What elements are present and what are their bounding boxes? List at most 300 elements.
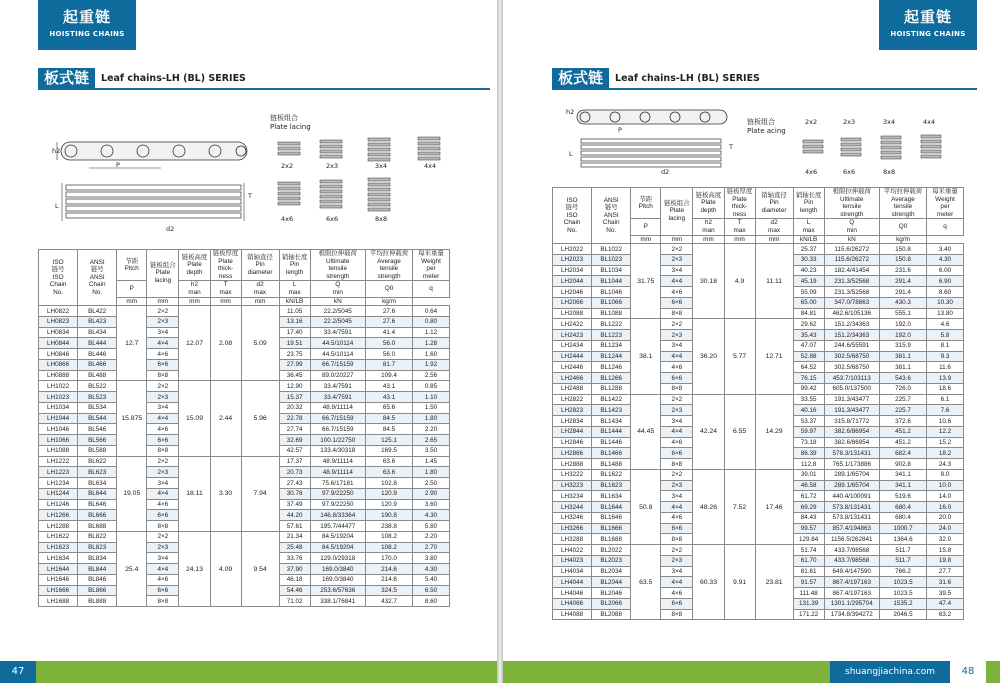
plate-lacing-value: 3×4 [661, 265, 693, 276]
weight-value: 0.64 [413, 306, 450, 317]
ultimate-strength-value: 382.6/86954 [824, 437, 879, 448]
iso-chain-no: LH1266 [39, 510, 78, 521]
average-strength-value: 381.1 [879, 351, 926, 362]
plate-lacing-value: 2×3 [147, 542, 179, 553]
header-depth: 链板高度 Plate depth [179, 250, 210, 281]
pin-length-value: 19.51 [279, 338, 310, 349]
ansi-chain-no: BL622 [78, 456, 117, 467]
ultimate-strength-value: 33.4/7591 [310, 381, 365, 392]
ansi-chain-no: BL1088 [592, 308, 631, 319]
weight-value: 4.30 [413, 510, 450, 521]
ultimate-strength-value: 244.6/55591 [824, 340, 879, 351]
section-title-en: Leaf chains-LH (BL) SERIES [101, 72, 246, 84]
header-ult: 极限拉伸载荷 Ultimate tensile strength [824, 188, 879, 219]
average-strength-value: 41.4 [365, 327, 412, 338]
ultimate-strength-value: 382.6/86954 [824, 426, 879, 437]
weight-value: 1.92 [413, 359, 450, 370]
ansi-chain-no: BL888 [78, 596, 117, 607]
chain-top-drawing [577, 137, 727, 171]
ansi-chain-no: BL866 [78, 585, 117, 596]
weight-value: 1.80 [413, 467, 450, 478]
brand-badge [38, 0, 136, 50]
iso-chain-no: LH4034 [553, 566, 592, 577]
unit-2: mm [631, 235, 661, 244]
average-strength-value: 680.4 [879, 502, 926, 513]
weight-value: 47.4 [927, 598, 964, 609]
pin-length-value: 23.75 [279, 349, 310, 360]
ultimate-strength-value: 302.5/68750 [824, 351, 879, 362]
iso-chain-no: LH2422 [553, 319, 592, 330]
iso-chain-no: LH1688 [39, 596, 78, 607]
weight-value: 32.0 [927, 534, 964, 545]
plate-lacing-value: 6×6 [147, 510, 179, 521]
average-strength-value: 451.2 [879, 426, 926, 437]
average-strength-value: 1535.2 [879, 598, 926, 609]
weight-value: 8.1 [927, 340, 964, 351]
average-strength-value: 291.4 [879, 287, 926, 298]
dim-t-label: T [248, 192, 252, 200]
pin-length-value: 17.37 [279, 456, 310, 467]
pin-length-value: 86.39 [793, 448, 824, 459]
weight-value: 2.20 [413, 531, 450, 542]
header-thick: 链板厚度 Plate thick- ness [210, 250, 241, 281]
pin-length-value: 129.84 [793, 534, 824, 545]
pin-length-value: 32.69 [279, 435, 310, 446]
weight-value: 6.1 [927, 394, 964, 405]
ultimate-strength-value: 129.0/29318 [310, 553, 365, 564]
average-strength-value: 120.9 [365, 499, 412, 510]
pin-length-value: 33.55 [793, 394, 824, 405]
ansi-chain-no: BL2088 [592, 609, 631, 620]
header-pin: 销轴直径 Pin diameter [755, 188, 793, 219]
unit-6: mm [755, 235, 793, 244]
table-row [553, 319, 964, 330]
weight-value: 12.2 [927, 426, 964, 437]
plate-lacing-value: 8×8 [661, 534, 693, 545]
plate-lacing-icons [799, 130, 979, 166]
pin-length-value: 12.90 [279, 381, 310, 392]
iso-chain-no: LH2822 [553, 394, 592, 405]
ansi-chain-no: BL444 [78, 338, 117, 349]
unit-4: mm [179, 297, 210, 306]
weight-value: 8.60 [927, 287, 964, 298]
iso-chain-no: LH3266 [553, 523, 592, 534]
header-avg: 平均拉伸载荷 Average tensile strength [365, 250, 412, 281]
plate-lacing-value: 2×2 [661, 319, 693, 330]
average-strength-value: 451.2 [879, 437, 926, 448]
table-row [39, 306, 450, 317]
pin-length-value: 45.19 [793, 276, 824, 287]
average-strength-value: 1023.5 [879, 577, 926, 588]
weight-value: 2.56 [413, 370, 450, 381]
iso-chain-no: LH0866 [39, 359, 78, 370]
plate-lacing-value: 2×3 [147, 316, 179, 327]
header-ult: 极限拉伸载荷 Ultimate tensile strength [310, 250, 365, 281]
symbol-3: d2 max [755, 219, 793, 235]
average-strength-value: 1364.6 [879, 534, 926, 545]
ultimate-strength-value: 22.2/5045 [310, 316, 365, 327]
average-strength-value: 150.8 [879, 244, 926, 255]
average-strength-value: 120.9 [365, 488, 412, 499]
weight-value: 2.90 [413, 488, 450, 499]
weight-value: 4.6 [927, 319, 964, 330]
symbol-6: Q0 [365, 281, 412, 297]
average-strength-value: 519.6 [879, 491, 926, 502]
table-row [39, 531, 450, 542]
iso-chain-no: LH2088 [553, 308, 592, 319]
plate-lacing-value: 2×2 [147, 306, 179, 317]
ultimate-strength-value: 22.2/5045 [310, 306, 365, 317]
pitch-value: 63.5 [631, 545, 661, 620]
pin-length-value: 22.78 [279, 413, 310, 424]
ultimate-strength-value: 289.1/65704 [824, 480, 879, 491]
ultimate-strength-value: 84.5/19204 [310, 542, 365, 553]
plate-lacing-value: 2×2 [147, 456, 179, 467]
header-thick: 链板厚度 Plate thick- ness [724, 188, 755, 219]
header-ansi: ANSI 链号 ANSI Chain No. [592, 188, 631, 244]
ultimate-strength-value: 182.4/41454 [824, 265, 879, 276]
average-strength-value: 1000.7 [879, 523, 926, 534]
ultimate-strength-value: 578.3/131431 [824, 448, 879, 459]
plate-lacing-value: 4×4 [147, 338, 179, 349]
weight-value: 8.0 [927, 469, 964, 480]
weight-value: 10.0 [927, 480, 964, 491]
average-strength-value: 27.6 [365, 316, 412, 327]
brand-zh: 起重链 [903, 8, 952, 26]
pin-length-value: 57.61 [279, 521, 310, 532]
combo-2x3: 2x3 [843, 118, 856, 126]
iso-chain-no: LH2444 [553, 351, 592, 362]
unit-9: kg/m [879, 235, 926, 244]
ultimate-strength-value: 347.0/78863 [824, 297, 879, 308]
plate-lacing-value: 4×6 [661, 362, 693, 373]
weight-value: 5.80 [413, 521, 450, 532]
plate-lacing-value: 4×4 [147, 488, 179, 499]
plate-lacing-value: 6×6 [661, 598, 693, 609]
ansi-chain-no: BL644 [78, 488, 117, 499]
ansi-chain-no: BL2066 [592, 598, 631, 609]
weight-value: 2.50 [413, 478, 450, 489]
plate-lacing-value: 8×8 [147, 596, 179, 607]
average-strength-value: 2046.5 [879, 609, 926, 620]
ultimate-strength-value: 48.9/11114 [310, 467, 365, 478]
plate-depth-value: 42.24 [693, 394, 724, 469]
ansi-chain-no: BL546 [78, 424, 117, 435]
iso-chain-no: LH3234 [553, 491, 592, 502]
pin-length-value: 71.02 [279, 596, 310, 607]
chain-side-drawing [573, 104, 733, 132]
average-strength-value: 43.1 [365, 392, 412, 403]
pin-diameter-value: 23.81 [755, 545, 793, 620]
plate-thickness-value: 5.77 [724, 319, 755, 394]
average-strength-value: 27.6 [365, 306, 412, 317]
iso-chain-no: LH2034 [553, 265, 592, 276]
pin-length-value: 29.62 [793, 319, 824, 330]
weight-value: 6.90 [927, 276, 964, 287]
plate-lacing-value: 2×3 [661, 480, 693, 491]
section-rule [552, 88, 977, 90]
ultimate-strength-value: 605.0/137500 [824, 383, 879, 394]
plate-depth-value: 24.13 [179, 531, 210, 606]
plate-lacing-value: 8×8 [147, 370, 179, 381]
plate-lacing-value: 2×3 [147, 392, 179, 403]
plate-lacing-value: 4×6 [661, 588, 693, 599]
iso-chain-no: LH0888 [39, 370, 78, 381]
pin-length-value: 46.58 [793, 480, 824, 491]
ansi-chain-no: BL846 [78, 574, 117, 585]
iso-chain-no: LH1023 [39, 392, 78, 403]
average-strength-value: 81.7 [365, 359, 412, 370]
iso-chain-no: LH2488 [553, 383, 592, 394]
average-strength-value: 169.5 [365, 445, 412, 456]
plate-lacing-value: 4×4 [147, 413, 179, 424]
plate-depth-value: 60.33 [693, 545, 724, 620]
iso-chain-no: LH1022 [39, 381, 78, 392]
symbol-0: P [117, 281, 147, 297]
plate-lacing-value: 4×4 [147, 564, 179, 575]
iso-chain-no: LH4023 [553, 555, 592, 566]
section-title-zh: 板式链 [38, 68, 95, 88]
pin-length-value: 112.8 [793, 459, 824, 470]
pin-diameter-value: 17.46 [755, 469, 793, 544]
average-strength-value: 341.1 [879, 469, 926, 480]
header-ansi: ANSI 链号 ANSI Chain No. [78, 250, 117, 306]
iso-chain-no: LH1634 [39, 553, 78, 564]
ansi-chain-no: BL2044 [592, 577, 631, 588]
weight-value: 10.6 [927, 416, 964, 427]
iso-chain-no: LH3288 [553, 534, 592, 545]
weight-value: 15.8 [927, 545, 964, 556]
pin-length-value: 30.78 [279, 488, 310, 499]
ansi-chain-no: BL834 [78, 553, 117, 564]
weight-value: 9.3 [927, 351, 964, 362]
ansi-chain-no: BL1688 [592, 534, 631, 545]
plate-lacing-value: 6×6 [147, 435, 179, 446]
ansi-chain-no: BL1423 [592, 405, 631, 416]
iso-chain-no: LH0844 [39, 338, 78, 349]
ultimate-strength-value: 97.9/22250 [310, 499, 365, 510]
average-strength-value: 238.8 [365, 521, 412, 532]
average-strength-value: 231.6 [879, 265, 926, 276]
pin-length-value: 52.88 [793, 351, 824, 362]
pin-length-value: 15.37 [279, 392, 310, 403]
iso-chain-no: LH4022 [553, 545, 592, 556]
weight-value: 1.45 [413, 456, 450, 467]
plate-depth-value: 15.09 [179, 381, 210, 456]
section-rule [38, 88, 490, 90]
ansi-chain-no: BL1034 [592, 265, 631, 276]
combo-4x6: 4x6 [281, 215, 294, 223]
weight-value: 31.6 [927, 577, 964, 588]
weight-value: 1.12 [413, 327, 450, 338]
ansi-chain-no: BL1644 [592, 502, 631, 513]
table-row [39, 381, 450, 392]
iso-chain-no: LH1222 [39, 456, 78, 467]
dim-p-label: P [618, 126, 622, 134]
ultimate-strength-value: 33.4/7591 [310, 327, 365, 338]
average-strength-value: 511.7 [879, 545, 926, 556]
ansi-chain-no: BL2022 [592, 545, 631, 556]
combo-6x6: 6x6 [843, 168, 856, 176]
iso-chain-no: LH1623 [39, 542, 78, 553]
plate-lacing-value: 4×6 [147, 574, 179, 585]
combo-4x4: 4x4 [923, 118, 936, 126]
ansi-chain-no: BL1646 [592, 512, 631, 523]
symbol-4: L max [793, 219, 824, 235]
iso-chain-no: LH1066 [39, 435, 78, 446]
iso-chain-no: LH2066 [553, 297, 592, 308]
weight-value: 1.10 [413, 392, 450, 403]
pin-length-value: 21.34 [279, 531, 310, 542]
page-number: 48 [950, 661, 986, 683]
website-link[interactable]: shuangjiachina.com [830, 661, 950, 683]
ultimate-strength-value: 66.7/15159 [310, 413, 365, 424]
iso-chain-no: LH1246 [39, 499, 78, 510]
plate-lacing-en: Plate acing [747, 127, 786, 135]
plate-lacing-value: 2×2 [661, 545, 693, 556]
pitch-value: 19.05 [117, 456, 147, 531]
plate-thickness-value: 4.09 [210, 531, 241, 606]
ansi-chain-no: BL1446 [592, 437, 631, 448]
ultimate-strength-value: 573.8/131431 [824, 502, 879, 513]
pin-diameter-value: 5.96 [241, 381, 279, 456]
iso-chain-no: LH1044 [39, 413, 78, 424]
plate-lacing-zh: 链板组合 [747, 118, 775, 126]
iso-chain-no: LH2446 [553, 362, 592, 373]
average-strength-value: 214.6 [365, 574, 412, 585]
pin-length-value: 54.46 [279, 585, 310, 596]
ultimate-strength-value: 867.4/197163 [824, 577, 879, 588]
symbol-3: d2 max [241, 281, 279, 297]
iso-chain-no: LH2423 [553, 330, 592, 341]
ultimate-strength-value: 44.5/10114 [310, 338, 365, 349]
weight-value: 13.80 [927, 308, 964, 319]
iso-chain-no: LH3223 [553, 480, 592, 491]
ansi-chain-no: BL1022 [592, 244, 631, 255]
ansi-chain-no: BL1622 [592, 469, 631, 480]
pin-length-value: 17.40 [279, 327, 310, 338]
iso-chain-no: LH2023 [553, 254, 592, 265]
plate-lacing-icons [272, 134, 452, 224]
unit-3: mm [147, 297, 179, 306]
combo-4x6: 4x6 [805, 168, 818, 176]
plate-thickness-value: 6.55 [724, 394, 755, 469]
plate-depth-value: 18.11 [179, 456, 210, 531]
plate-lacing-value: 6×6 [147, 585, 179, 596]
plate-lacing-value: 3×4 [147, 478, 179, 489]
pin-length-value: 46.18 [279, 574, 310, 585]
pin-length-value: 39.01 [793, 469, 824, 480]
ansi-chain-no: BL1223 [592, 330, 631, 341]
weight-value: 15.2 [927, 437, 964, 448]
weight-value: 3.60 [413, 499, 450, 510]
plate-lacing-value: 3×4 [147, 553, 179, 564]
weight-value: 18.6 [927, 383, 964, 394]
iso-chain-no: LH1088 [39, 445, 78, 456]
ansi-chain-no: BL1246 [592, 362, 631, 373]
plate-lacing-value: 6×6 [661, 373, 693, 384]
iso-chain-no: LH0822 [39, 306, 78, 317]
ultimate-strength-value: 765.1/173886 [824, 459, 879, 470]
weight-value: 18.2 [927, 448, 964, 459]
average-strength-value: 84.5 [365, 424, 412, 435]
plate-lacing-value: 4×6 [147, 424, 179, 435]
average-strength-value: 63.6 [365, 456, 412, 467]
pin-length-value: 27.74 [279, 424, 310, 435]
ultimate-strength-value: 195.7/44477 [310, 521, 365, 532]
pin-length-value: 44.20 [279, 510, 310, 521]
pin-diameter-value: 7.94 [241, 456, 279, 531]
header-pitch: 节距 Pitch [631, 188, 661, 219]
symbol-5: Q min [310, 281, 365, 297]
iso-chain-no: LH3246 [553, 512, 592, 523]
unit-2: mm [117, 297, 147, 306]
ultimate-strength-value: 97.9/22250 [310, 488, 365, 499]
average-strength-value: 225.7 [879, 394, 926, 405]
average-strength-value: 125.1 [365, 435, 412, 446]
leaf-chain-table-right [552, 187, 964, 620]
header-pinlen: 销轴长度 Pin length [279, 250, 310, 281]
pin-length-value: 53.37 [793, 416, 824, 427]
pin-length-value: 84.81 [793, 308, 824, 319]
average-strength-value: 63.6 [365, 467, 412, 478]
pin-length-value: 25.48 [279, 542, 310, 553]
dim-h2-label: h2 [52, 147, 61, 155]
weight-value: 4.30 [413, 564, 450, 575]
plate-lacing-value: 8×8 [147, 521, 179, 532]
dim-t-label: T [729, 143, 733, 151]
average-strength-value: 214.6 [365, 564, 412, 575]
combo-4x4: 4x4 [424, 162, 437, 170]
symbol-1: h2 man [693, 219, 724, 235]
ansi-chain-no: BL623 [78, 467, 117, 478]
weight-value: 3.50 [413, 445, 450, 456]
average-strength-value: 65.6 [365, 402, 412, 413]
ultimate-strength-value: 573.8/131431 [824, 512, 879, 523]
ultimate-strength-value: 231.3/52568 [824, 287, 879, 298]
pin-length-value: 37.90 [279, 564, 310, 575]
average-strength-value: 430.3 [879, 297, 926, 308]
weight-value: 24.3 [927, 459, 964, 470]
pin-length-value: 61.70 [793, 555, 824, 566]
table-row [553, 545, 964, 556]
ultimate-strength-value: 33.4/7591 [310, 392, 365, 403]
ansi-chain-no: BL666 [78, 510, 117, 521]
average-strength-value: 372.6 [879, 416, 926, 427]
iso-chain-no: LH2466 [553, 373, 592, 384]
plate-lacing-value: 3×4 [661, 491, 693, 502]
header-lacing: 链板组合 Plate lacing [661, 188, 693, 236]
weight-value: 5.40 [413, 574, 450, 585]
iso-chain-no: LH1234 [39, 478, 78, 489]
pin-length-value: 99.42 [793, 383, 824, 394]
pin-length-value: 35.43 [793, 330, 824, 341]
footer-bar [0, 661, 497, 683]
weight-value: 1.60 [413, 349, 450, 360]
iso-chain-no: LH4046 [553, 588, 592, 599]
pin-length-value: 65.00 [793, 297, 824, 308]
footer-bar [503, 661, 1000, 683]
ultimate-strength-value: 146.8/33364 [310, 510, 365, 521]
ultimate-strength-value: 151.2/34363 [824, 319, 879, 330]
average-strength-value: 726.0 [879, 383, 926, 394]
average-strength-value: 43.1 [365, 381, 412, 392]
iso-chain-no: LH4044 [553, 577, 592, 588]
ultimate-strength-value: 75.6/17181 [310, 478, 365, 489]
weight-value: 20.0 [927, 512, 964, 523]
weight-value: 11.6 [927, 362, 964, 373]
plate-lacing-value: 2×2 [661, 394, 693, 405]
